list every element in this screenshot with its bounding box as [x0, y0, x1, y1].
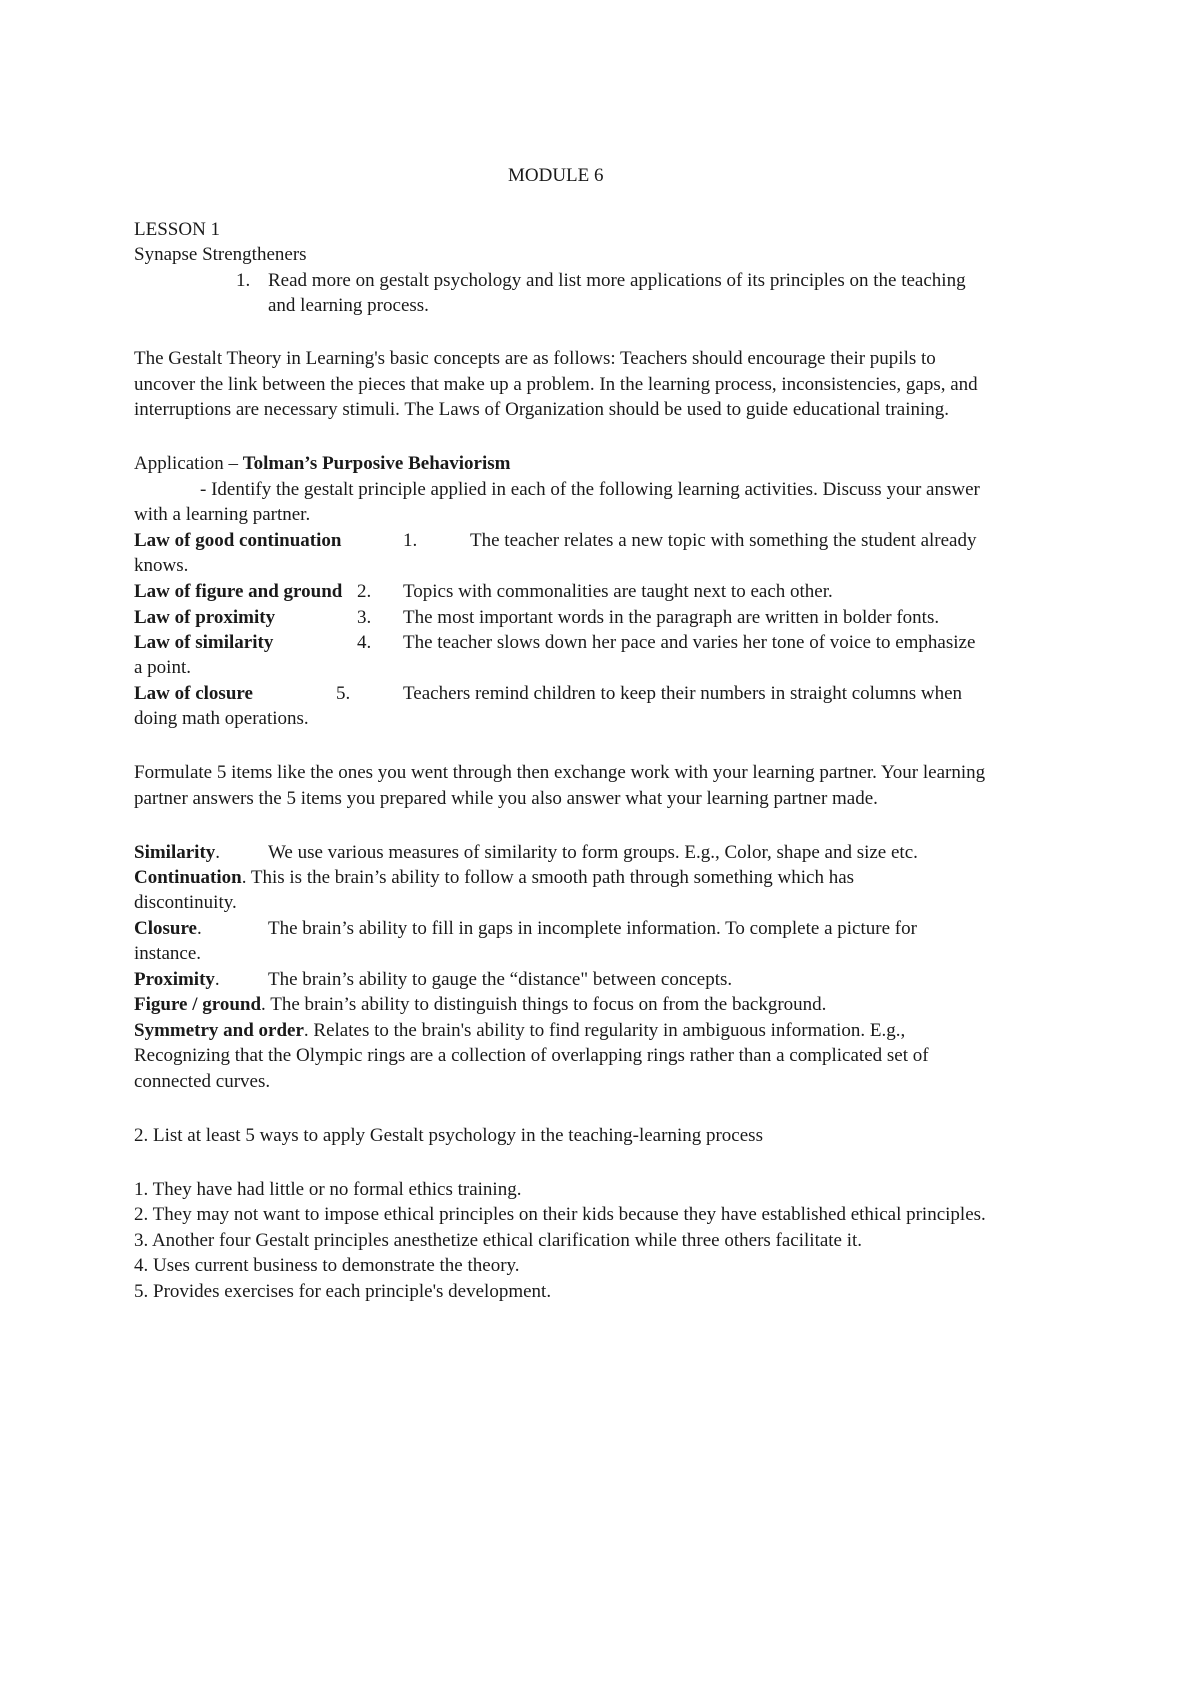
intro-line1: The Gestalt Theory in Learning's basic concepts are as follows: Teachers should encourage their pupils to	[134, 348, 936, 369]
definition-proximity-term	[134, 969, 220, 991]
matching-law-1: Law of good continuation	[134, 530, 342, 551]
page-title: MODULE 6	[508, 165, 604, 186]
task1-line1	[268, 270, 974, 292]
definition-symmetry-text: Relates to the brain's ability to find regularity in ambiguous information. E.g.,	[313, 1020, 906, 1041]
definition-continuation	[134, 867, 854, 889]
answer-item-5: 5. Provides exercises for each principle's development.	[134, 1281, 552, 1302]
matching-num-3: 3.	[357, 607, 372, 628]
definition-closure-line2: instance.	[134, 943, 202, 964]
definition-continuation-label: Continuation	[134, 867, 242, 888]
definition-proximity-text: The brain’s ability to gauge the “distance" between concepts.	[268, 969, 733, 990]
matching-law-2: Law of figure and ground	[134, 581, 343, 602]
matching-text-5: Teachers remind children to keep their numbers in straight columns when	[403, 683, 963, 704]
intro-line3: interruptions are necessary stimuli. The Laws of Organization should be used to guide educational training.	[134, 399, 950, 420]
definition-similarity-text: We use various measures of similarity to form groups. E.g., Color, shape and size etc.	[268, 842, 918, 863]
matching-num-2: 2.	[357, 581, 372, 602]
definition-closure-label: Closure	[134, 918, 197, 939]
definition-closure-punct: .	[196, 918, 202, 939]
definition-closure-text: The brain’s ability to fill in gaps in incomplete information. To complete a picture for	[268, 918, 917, 939]
definition-symmetry-line2: Recognizing that the Olympic rings are a collection of overlapping rings rather than a complicated set of	[134, 1045, 929, 1066]
answer-item-2: 2. They may not want to impose ethical principles on their kids because they have established ethical principles.	[134, 1204, 986, 1225]
definition-proximity-label: Proximity	[134, 969, 215, 990]
definition-symmetry-punct: .	[303, 1020, 309, 1041]
matching-num-1: 1.	[403, 530, 418, 551]
matching-cont-4: a point.	[134, 657, 191, 678]
answer-item-3: 3. Another four Gestalt principles anesthetize ethical clarification while three others facilitate it.	[134, 1230, 863, 1251]
definition-continuation-punct: .	[241, 867, 247, 888]
matching-text-2: Topics with commonalities are taught next to each other.	[403, 581, 833, 602]
matching-cont-5: doing math operations.	[134, 708, 309, 729]
definition-symmetry-label: Symmetry and order	[134, 1020, 304, 1041]
application-instruction-line2: with a learning partner.	[134, 504, 311, 525]
definition-similarity-punct: .	[215, 842, 221, 863]
definition-symmetry	[134, 1020, 905, 1042]
definition-closure-term	[134, 918, 202, 940]
lesson-heading: LESSON 1	[134, 219, 221, 240]
matching-text-1: The teacher relates a new topic with something the student already	[470, 530, 977, 551]
formulate-line2: partner answers the 5 items you prepared while you also answer what your learning partner made.	[134, 788, 878, 809]
matching-text-3: The most important words in the paragraph are written in bolder fonts.	[403, 607, 940, 628]
definition-figure-ground-label: Figure / ground	[134, 994, 262, 1015]
definition-continuation-text: This is the brain’s ability to follow a smooth path through something which has	[250, 867, 855, 888]
definition-figure-ground-text: The brain’s ability to distinguish things to focus on from the background.	[270, 994, 827, 1015]
matching-num-4: 4.	[357, 632, 372, 653]
task1-line2: and learning process.	[268, 295, 429, 316]
matching-cont-1: knows.	[134, 555, 189, 576]
matching-law-3: Law of proximity	[134, 607, 276, 628]
application-prefix: Application –	[134, 453, 243, 474]
question-2: 2. List at least 5 ways to apply Gestalt psychology in the teaching-learning process	[134, 1125, 763, 1146]
answer-item-1: 1. They have had little or no formal ethics training.	[134, 1179, 522, 1200]
matching-law-4: Law of similarity	[134, 632, 274, 653]
matching-law-5: Law of closure	[134, 683, 253, 704]
intro-line2: uncover the link between the pieces that make up a problem. In the learning process, inconsistencies, gaps, and	[134, 374, 978, 395]
definition-figure-ground	[134, 994, 826, 1016]
application-instruction-line1: - Identify the gestalt principle applied in each of the following learning activities. Discuss your answer	[200, 479, 980, 500]
answer-item-4: 4. Uses current business to demonstrate the theory.	[134, 1255, 520, 1276]
definition-figure-ground-punct: .	[261, 994, 266, 1015]
matching-text-4: The teacher slows down her pace and varies her tone of voice to emphasize	[403, 632, 976, 653]
definition-proximity-punct: .	[214, 969, 220, 990]
application-heading	[134, 453, 510, 475]
formulate-line1: Formulate 5 items like the ones you went through then exchange work with your learning partner. Your learning	[134, 762, 986, 783]
definition-similarity-term	[134, 842, 220, 864]
application-title: Tolman’s Purposive Behaviorism	[242, 453, 511, 474]
definition-symmetry-line3: connected curves.	[134, 1071, 271, 1092]
definition-continuation-line2: discontinuity.	[134, 892, 237, 913]
matching-num-5: 5.	[336, 683, 351, 704]
definition-similarity-label: Similarity	[134, 842, 216, 863]
task1-number: 1.	[236, 270, 251, 291]
section-heading: Synapse Strengtheners	[134, 244, 307, 265]
task1-line1-text: Read more on gestalt psychology and list more applications of its principles on the teaching	[268, 270, 966, 291]
